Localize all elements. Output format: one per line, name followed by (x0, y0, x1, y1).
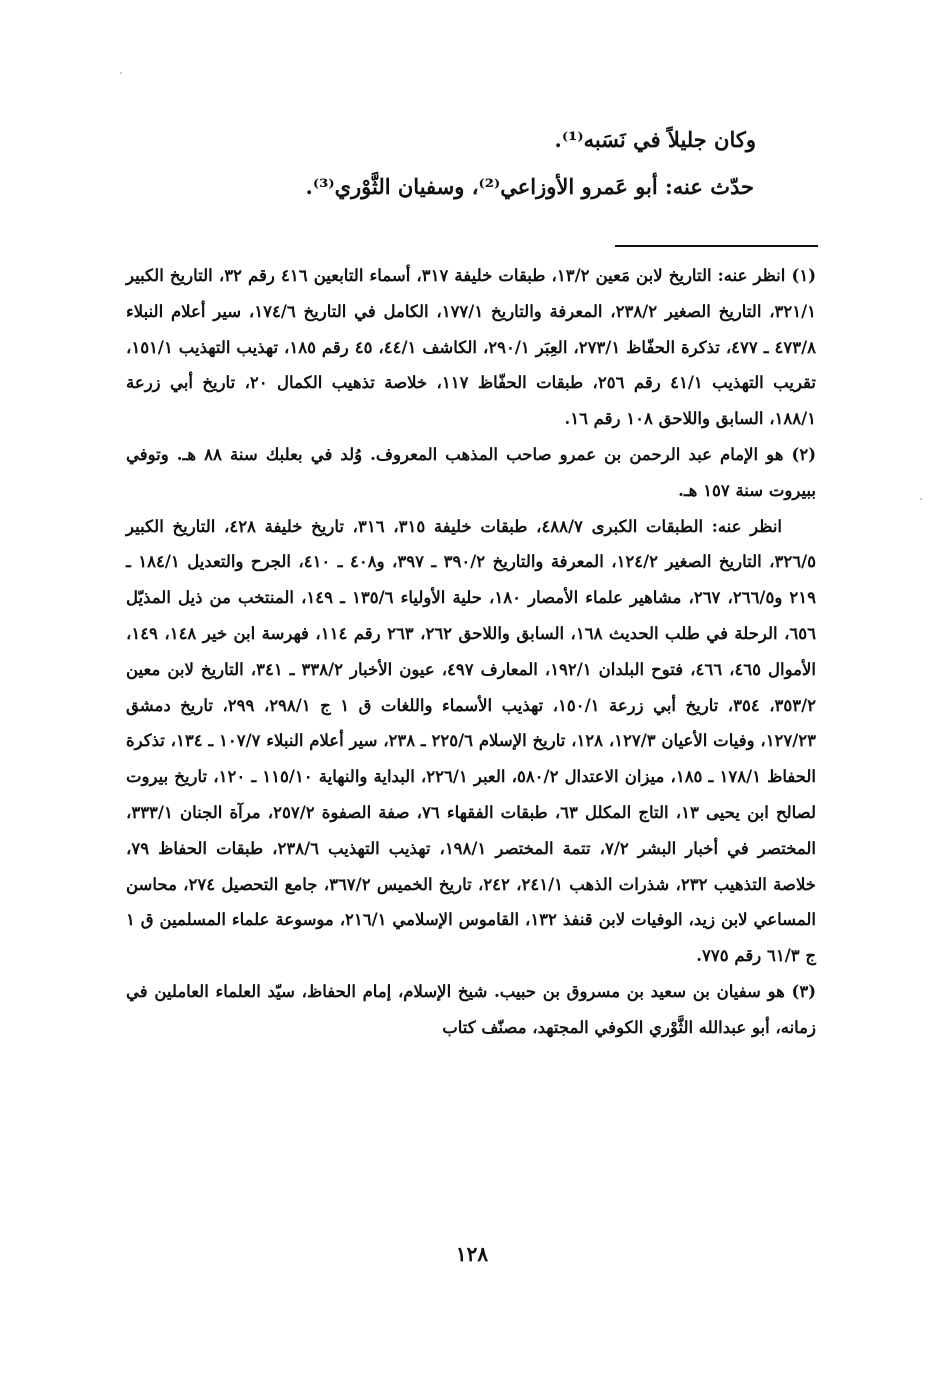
footnote-number: (٣) (791, 981, 816, 1001)
scan-speck (920, 498, 922, 500)
footnotes (126, 258, 816, 1046)
body-line-2: حدّث عنه: أبو عَمرو الأوزاعي⁽²⁾، وسفيان الثَّوْري⁽³⁾. (305, 174, 754, 199)
footnote-text: هو الإمام عبد الرحمن بن عمرو صاحب المذهب المعروف. وُلد في بعلبك سنة ٨٨ هـ. وتوفي ببيروت سنة ١٥٧ هـ. (126, 444, 816, 500)
page-number: ١٢٨ (455, 1242, 489, 1266)
footnote-1 (126, 258, 816, 437)
footnote-2-sources: انظر عنه: الطبقات الكبرى ٤٨٨/٧، طبقات خليفة ٣١٥، ٣١٦، تاريخ خليفة ٤٢٨، التاريخ الكبير ٣٢٦/٥، التاريخ الصغير ١٢٤/٢، المعرفة والتاريخ ٣٩٠/٢ ـ ٣٩٧، و٤٠٨ ـ ٤١٠، الجرح والتعديل ١٨٤/١ ـ ٢١٩ و٢٦٦/٥، ٢٦٧، مشاهير علماء الأمصار ١٨٠، حلية الأولياء ١٣٥/٦ ـ ١٤٩، المنتخب من ذيل المذيّل ٦٥٦، الرحلة في طلب الحديث ١٦٨، السابق واللاحق ٢٦٢، ٢٦٣ رقم ١١٤، فهرسة ابن خير ١٤٨، ١٤٩، الأموال ٤٦٥، ٤٦٦، فتوح البلدان ١٩٢/١، المعارف ٤٩٧، عيون الأخبار ٣٣٨/٢ ـ ٣٤١، التاريخ لابن معين ٣٥٣/٢، ٣٥٤، تاريخ أبي زرعة ١٥٠/١، تهذيب الأسماء واللغات ق ١ ج ٢٩٨/١، ٢٩٩، تاريخ دمشق ١٢٧/٢٣، وفيات الأعيان ١٢٧/٣، ١٢٨، تاريخ الإسلام ٢٢٥/٦ ـ ٢٣٨، سير أعلام النبلاء ١٠٧/٧ ـ ١٣٤، تذكرة الحفاظ ١٧٨/١ ـ ١٨٥، ميزان الاعتدال ٥٨٠/٢، العبر ٢٢٦/١، البداية والنهاية ١١٥/١٠ ـ ١٢٠، تاريخ بيروت لصالح ابن يحيى ١٣، التاج المكلل ٦٣، طبقات الفقهاء ٧٦، صفة الصفوة ٢٥٧/٢، مرآة الجنان ٣٣٣/١، المختصر في أخبار البشر ٧/٢، تتمة المختصر ١٩٨/١، تهذيب التهذيب ٢٣٨/٦، طبقات الحفاظ ٧٩، خلاصة التذهيب ٢٣٢، شذرات الذهب ٢٤١/١، ٢٤٢، تاريخ الخميس ٣٦٧/٢، جامع التحصيل ٢٧٤، محاسن المساعي لابن زيد، الوفيات لابن قنفذ ١٣٢، القاموس الإسلامي ٢١٦/١، موسوعة علماء المسلمين ق ١ ج ٦١/٣ رقم ٧٧٥. (126, 516, 817, 966)
footnote-3 (126, 974, 816, 1046)
scan-speck (120, 72, 122, 74)
footnote-number: (١) (791, 266, 816, 285)
footnote-separator (615, 245, 818, 247)
footnote-number: (٢) (791, 444, 816, 464)
footnote-text: انظر عنه: التاريخ لابن مَعين ١٣/٢، طبقات خليفة ٣١٧، أسماء التابعين ٤١٦ رقم ٣٢، التاريخ الكبير ٣٢١/١، التاريخ الصغير ٢٣٨/٢، المعرفة والتاريخ ١٧٧/١، الكامل في التاريخ ١٧٤/٦، سير أعلام النبلاء ٤٧٣/٨ ـ ٤٧٧، تذكرة الحفّاظ ٢٧٣/١، العِبَر ٢٩٠/١، الكاشف ٤٤/١، ٤٥ رقم ١٨٥، تهذيب التهذيب ١٥١/١، تقريب التهذيب ٤١/١ رقم ٢٥٦، طبقات الحفّاظ ١١٧، خلاصة تذهيب الكمال ٢٠، تاريخ أبي زرعة ١٨٨/١، السابق واللاحق ١٠٨ رقم ١٦. (126, 266, 817, 429)
footnote-2 (126, 437, 816, 509)
body-line-1: وكان جليلاً في نَسَبه⁽¹⁾. (554, 127, 756, 152)
footnote-text: هو سفيان بن سعيد بن مسروق بن حبيب. شيخ الإسلام، إمام الحفاظ، سيّد العلماء العاملين في زمانه، أبو عبدالله الثَّوْري الكوفي المجتهد، مصنّف كتاب (126, 981, 816, 1037)
